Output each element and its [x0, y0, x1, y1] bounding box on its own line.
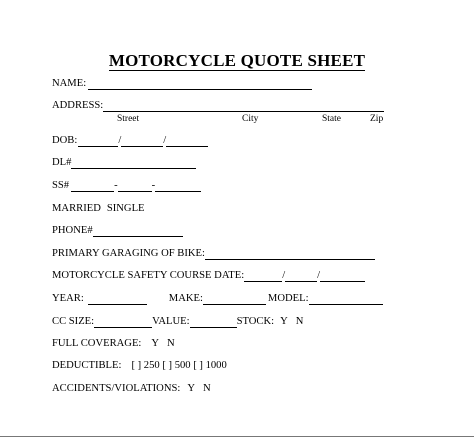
accidents-no-option[interactable]: N: [202, 383, 211, 394]
address-field[interactable]: [103, 100, 384, 112]
ss-part2-field[interactable]: [118, 180, 152, 192]
safety-separator: /: [282, 270, 286, 281]
year-label: YEAR:: [52, 293, 84, 304]
full-coverage-yes-option[interactable]: Y: [151, 338, 160, 349]
dob-row: [52, 135, 208, 147]
name-row: [52, 78, 312, 90]
vehicle-row: [52, 293, 383, 305]
single-option[interactable]: SINGLE: [106, 203, 145, 214]
ss-dash: -: [151, 180, 156, 191]
garaging-field[interactable]: [205, 248, 375, 260]
dob-day-field[interactable]: [121, 135, 163, 147]
cc-size-label: CC SIZE:: [52, 316, 95, 327]
safety-course-label: MOTORCYCLE SAFETY COURSE DATE:: [52, 270, 245, 281]
garaging-label: PRIMARY GARAGING OF BIKE:: [52, 248, 205, 259]
stock-yes-option[interactable]: Y: [280, 316, 288, 327]
safety-day-field[interactable]: [285, 270, 317, 282]
accidents-row: [52, 383, 211, 395]
ss-part3-field[interactable]: [155, 180, 201, 192]
zip-caption: Zip: [370, 114, 384, 124]
city-caption: City: [242, 114, 259, 124]
make-field[interactable]: [203, 293, 266, 305]
married-option[interactable]: MARRIED: [52, 203, 101, 214]
dl-field[interactable]: [71, 157, 196, 169]
stock-no-option[interactable]: N: [295, 316, 304, 327]
name-field[interactable]: [88, 78, 312, 90]
value-label: VALUE:: [152, 316, 190, 327]
phone-row: [52, 225, 183, 237]
page-edge-divider: [0, 436, 474, 437]
name-label: NAME:: [52, 78, 87, 89]
dob-label: DOB:: [52, 135, 78, 146]
year-field[interactable]: [88, 293, 147, 305]
full-coverage-no-option[interactable]: N: [167, 338, 175, 349]
value-field[interactable]: [190, 316, 237, 328]
safety-month-field[interactable]: [244, 270, 282, 282]
ss-row: [52, 180, 201, 192]
form-title: MOTORCYCLE QUOTE SHEET: [108, 51, 366, 70]
street-caption: Street: [117, 114, 140, 124]
dl-row: [52, 157, 196, 169]
full-coverage-row: [52, 338, 175, 350]
address-row: [52, 100, 384, 112]
dob-separator: /: [163, 135, 167, 146]
ss-dash: -: [114, 180, 118, 191]
marital-row: [52, 203, 145, 215]
dob-year-field[interactable]: [166, 135, 208, 147]
cc-size-field[interactable]: [94, 316, 152, 328]
address-label: ADDRESS:: [52, 100, 104, 111]
dob-separator: /: [118, 135, 122, 146]
make-label: MAKE:: [168, 293, 203, 304]
ss-part1-field[interactable]: [71, 180, 114, 192]
accidents-yes-option[interactable]: Y: [187, 383, 195, 394]
full-coverage-label: FULL COVERAGE:: [52, 338, 142, 349]
state-caption: State: [322, 114, 341, 124]
phone-label: PHONE#: [52, 225, 93, 236]
model-label: MODEL:: [267, 293, 309, 304]
cc-row: [52, 316, 303, 328]
dl-label: DL#: [52, 157, 72, 168]
deductible-label: DEDUCTIBLE:: [52, 360, 122, 371]
phone-field[interactable]: [93, 225, 183, 237]
safety-course-row: [52, 270, 365, 282]
accidents-label: ACCIDENTS/VIOLATIONS:: [52, 383, 181, 394]
model-field[interactable]: [309, 293, 383, 305]
deductible-row: [52, 360, 227, 372]
ss-label: SS#: [52, 180, 70, 191]
safety-year-field[interactable]: [320, 270, 365, 282]
dob-month-field[interactable]: [78, 135, 118, 147]
deductible-options[interactable]: [ ] 250 [ ] 500 [ ] 1000: [131, 360, 227, 371]
safety-separator: /: [317, 270, 321, 281]
stock-label: STOCK:: [236, 316, 275, 327]
garaging-row: [52, 248, 375, 260]
